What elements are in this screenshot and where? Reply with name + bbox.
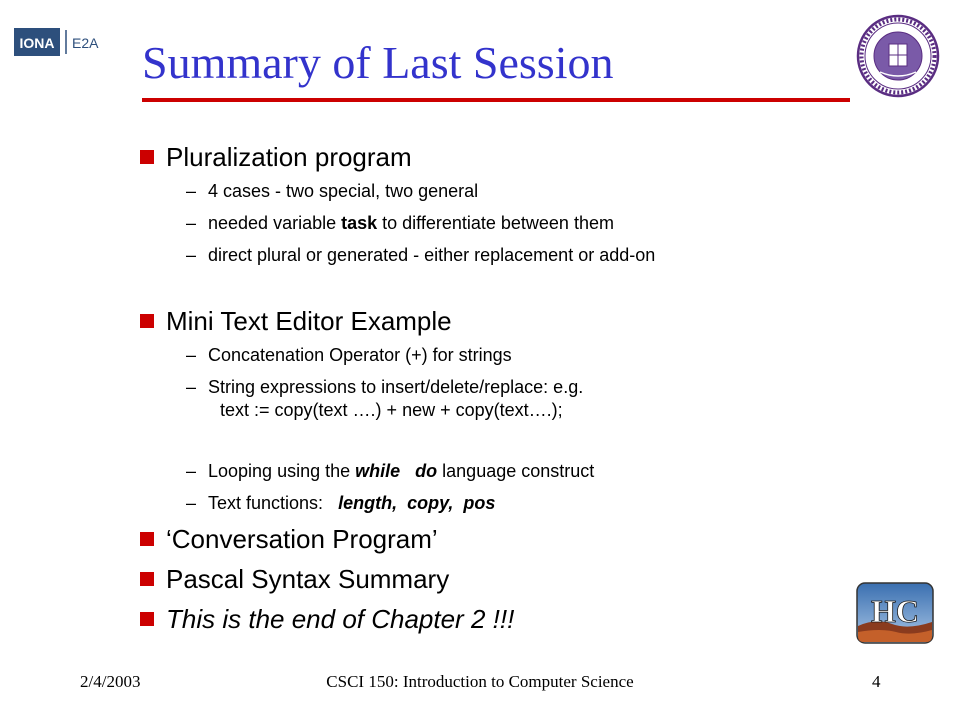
sub-item-text: language construct [437, 461, 595, 481]
slide-title: Summary of Last Session [142, 37, 614, 88]
sub-item-text: Text functions: [208, 493, 324, 513]
hc-logo [856, 582, 934, 644]
bullet-mini-text-editor [140, 306, 452, 337]
keyword-while: while [355, 461, 401, 481]
bullet-label: Pascal Syntax Summary [166, 564, 450, 594]
sub-item-text: Concatenation Operator (+) for strings [208, 345, 512, 365]
sub-item-text: needed variable [208, 213, 342, 233]
college-seal-logo [856, 14, 940, 98]
square-bullet-icon [140, 612, 154, 626]
dash-marker: – [186, 213, 197, 233]
bullet-label: ‘Conversation Program’ [166, 524, 438, 554]
function-names: length, copy, pos [338, 493, 496, 513]
footer-page-number: 4 [872, 672, 881, 691]
sub-item-text: String expressions to insert/delete/replace: e.g. [208, 377, 584, 397]
sub-item [186, 376, 786, 422]
sub-item [186, 344, 786, 367]
bullet-end-of-chapter [140, 604, 514, 635]
dash-marker: – [186, 493, 197, 513]
bullet-label: This is the end of Chapter 2 !!! [166, 604, 515, 634]
iona-logo-text: IONA [19, 35, 55, 51]
sub-item [186, 212, 786, 235]
sub-item [186, 492, 786, 515]
bullet-label: Mini Text Editor Example [166, 306, 452, 336]
dash-marker: – [186, 377, 197, 397]
square-bullet-icon [140, 314, 154, 328]
bullet-pascal-syntax [140, 564, 449, 595]
square-bullet-icon [140, 532, 154, 546]
sub-item-text: to differentiate between them [377, 213, 614, 233]
sub-item [186, 244, 776, 267]
square-bullet-icon [140, 150, 154, 164]
bullet-pluralization [140, 142, 412, 173]
variable-name: task [341, 213, 378, 233]
sub-item [186, 460, 786, 483]
footer-course: CSCI 150: Introduction to Computer Science [326, 672, 634, 691]
footer-date: 2/4/2003 [80, 672, 141, 691]
square-bullet-icon [140, 572, 154, 586]
sub-item-text: Looping using the [208, 461, 356, 481]
code-example: text := copy(text ….) + new + copy(text….); [220, 400, 563, 420]
bullet-conversation-program [140, 524, 438, 555]
dash-marker: – [186, 245, 197, 265]
dash-marker: – [186, 181, 197, 201]
keyword-do: do [415, 461, 438, 481]
sub-item-text: direct plural or generated - either replacement or add-on [208, 245, 656, 265]
dash-marker: – [186, 345, 197, 365]
dash-marker: – [186, 461, 197, 481]
sub-item-text: 4 cases - two special, two general [208, 181, 479, 201]
bullet-label: Pluralization program [166, 142, 412, 172]
iona-e2a-logo [12, 22, 112, 62]
sub-item [186, 180, 786, 203]
e2a-logo-text: E2A [72, 35, 99, 51]
hc-logo-text: HC [871, 593, 919, 629]
title-underline [142, 98, 850, 102]
